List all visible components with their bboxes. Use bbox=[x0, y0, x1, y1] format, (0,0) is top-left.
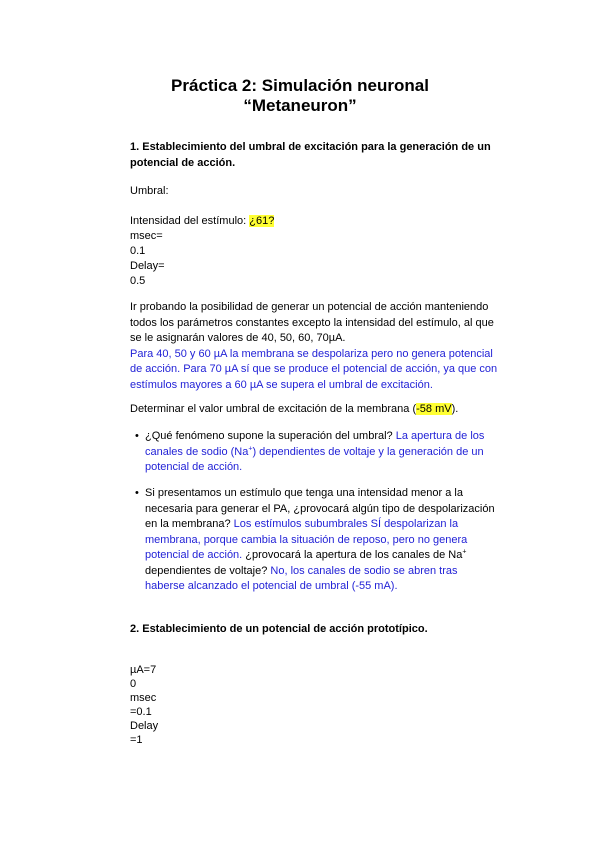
bullet2-item bbox=[145, 486, 505, 595]
param-line: 0 bbox=[130, 678, 137, 690]
bullet-icon: • bbox=[135, 487, 139, 499]
page-title-line1: Práctica 2: Simulación neuronal bbox=[171, 76, 429, 95]
procedure-paragraph bbox=[130, 300, 497, 393]
intensity-value: ¿61? bbox=[249, 215, 275, 227]
bullet1-item bbox=[145, 429, 505, 476]
section2-params bbox=[130, 663, 158, 747]
bullet1-answer: canales de sodio (Na bbox=[145, 445, 249, 458]
intensity-line bbox=[130, 214, 274, 230]
section1-heading-line2: potencial de acción. bbox=[130, 156, 236, 169]
bullet2-answer: Los estímulos subumbrales SÍ despolarizan la bbox=[233, 518, 459, 530]
bullet2-answer: membrana, porque cambia la situación de reposo, pero no genera bbox=[145, 533, 468, 546]
answer-line: estímulos mayores a 60 µA se supera el umbral de excitación. bbox=[130, 378, 433, 391]
msec-label: msec= bbox=[130, 230, 163, 242]
section1-heading-line1: 1. Establecimiento del umbral de excitación para la generación de un bbox=[130, 141, 491, 153]
page-title-line2: “Metaneuron” bbox=[243, 96, 357, 115]
msec-value: 0.1 bbox=[130, 245, 146, 257]
determine-close: ). bbox=[451, 403, 459, 415]
param-line: Delay bbox=[130, 720, 159, 732]
section2-heading: 2. Establecimiento de un potencial de acción prototípico. bbox=[130, 623, 428, 635]
superscript-plus: + bbox=[248, 444, 253, 452]
answer-line: de acción. Para 70 µA sí que se produce el potencial de acción, ya que con bbox=[130, 363, 498, 375]
param-line: msec bbox=[130, 692, 157, 704]
determine-line bbox=[130, 402, 458, 418]
param-line: =0.1 bbox=[130, 706, 152, 718]
procedure-line: todos los parámetros constantes excepto la intensidad del estímulo, al que bbox=[130, 316, 494, 329]
param-line: =1 bbox=[130, 734, 143, 746]
bullet-icon: • bbox=[135, 430, 139, 442]
bullet2-answer: potencial de acción. bbox=[145, 549, 243, 561]
bullet1-answer: La apertura de los bbox=[395, 430, 485, 442]
determine-text: Determinar el valor umbral de excitación de la membrana ( bbox=[130, 403, 417, 415]
bullet2-question: dependientes de voltaje? bbox=[145, 564, 271, 577]
param-line: µA=7 bbox=[130, 664, 157, 676]
intensity-label: Intensidad del estímulo: bbox=[130, 215, 250, 227]
delay-label: Delay= bbox=[130, 260, 165, 272]
bullet2-question: Si presentamos un estímulo que tenga una intensidad menor a la bbox=[145, 487, 463, 499]
bullet1-answer: ) dependientes de voltaje y la generación de un bbox=[252, 445, 484, 458]
delay-value: 0.5 bbox=[130, 275, 146, 287]
procedure-line: se le asignarán valores de 40, 50, 60, 70µA. bbox=[130, 332, 346, 344]
threshold-value: -58 mV bbox=[416, 403, 452, 415]
umbral-label: Umbral: bbox=[130, 185, 169, 197]
procedure-line: Ir probando la posibilidad de generar un potencial de acción manteniendo bbox=[130, 301, 489, 313]
answer-line: Para 40, 50 y 60 µA la membrana se despolariza pero no genera potencial bbox=[130, 347, 493, 360]
bullet2-question: necesaria para generar el PA, ¿provocará algún tipo de despolarización bbox=[145, 502, 495, 515]
bullet1-answer: potencial de acción. bbox=[145, 461, 243, 473]
superscript-plus: + bbox=[462, 548, 467, 556]
bullet2-question: ¿provocará la apertura de los canales de Na bbox=[242, 549, 463, 561]
bullet2-answer: No, los canales de sodio se abren tras bbox=[270, 564, 458, 577]
bullet2-question: en la membrana? bbox=[145, 518, 234, 530]
section1-heading bbox=[130, 140, 491, 171]
bullet1-question: ¿Qué fenómeno supone la superación del umbral? bbox=[145, 430, 396, 442]
bullet2-answer: haberse alcanzado el potencial de umbral (-55 mA). bbox=[145, 580, 398, 592]
